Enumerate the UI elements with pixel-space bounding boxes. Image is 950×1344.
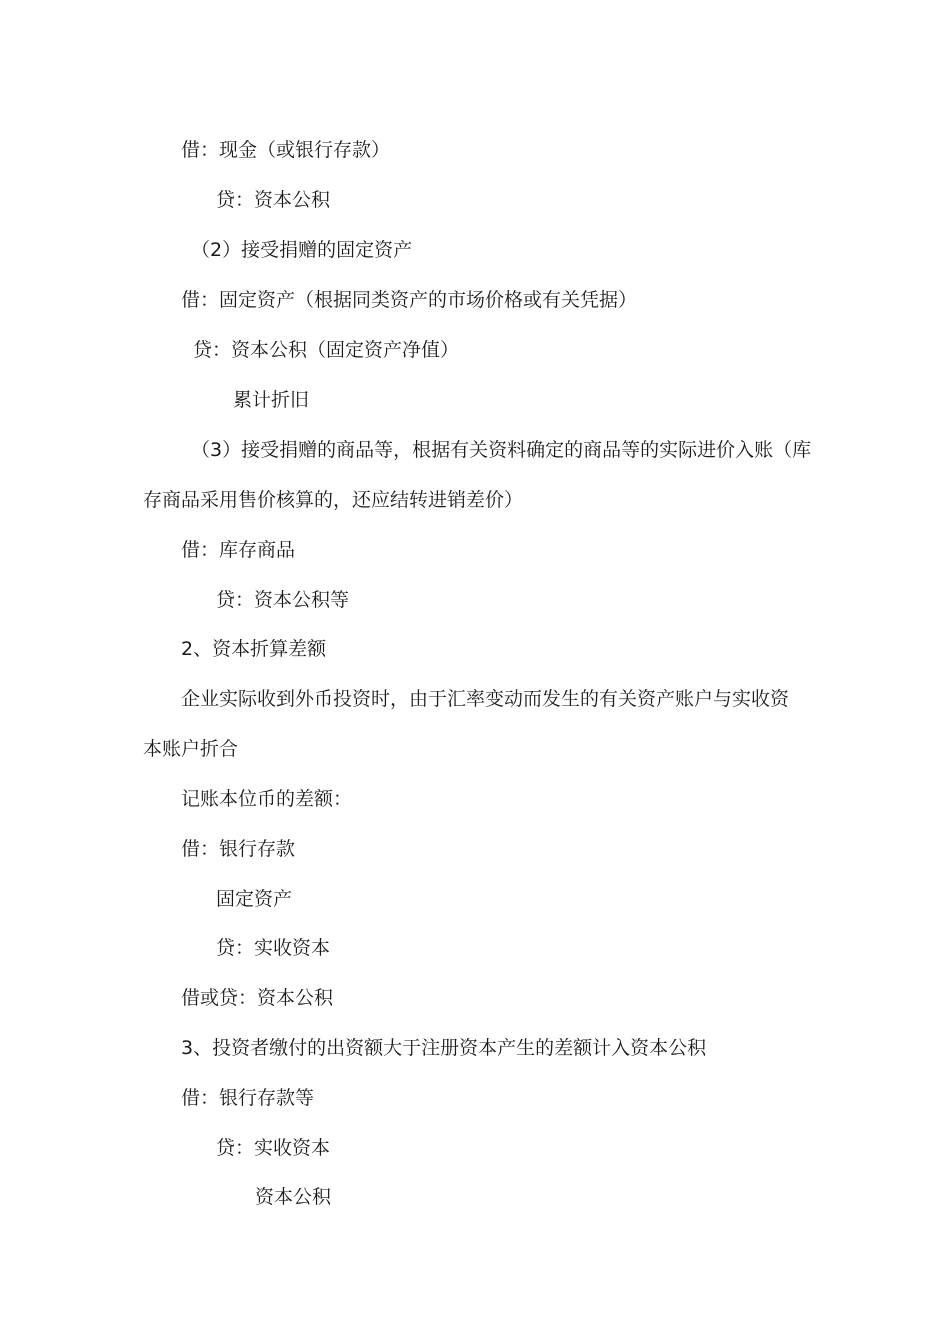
text-line-credit-capital-reserve-net: 贷：资本公积（固定资产净值） — [193, 339, 460, 361]
text-line-debit-bank-deposit: 借：银行存款 — [181, 838, 296, 860]
text-line-debit-bank-deposit-etc: 借：银行存款等 — [181, 1087, 315, 1109]
text-line-paragraph: 企业实际收到外币投资时，由于汇率变动而发生的有关资产账户与实收资 — [181, 688, 790, 710]
text-line-heading-2: 2、资本折算差额 — [181, 638, 327, 660]
text-line-debit-fixed-assets: 借：固定资产（根据同类资产的市场价格或有关凭据） — [181, 289, 638, 311]
text-line-fixed-assets: 固定资产 — [216, 888, 293, 910]
text-line-credit-paid-in-capital-2: 贷：实收资本 — [216, 1137, 331, 1159]
text-line-debit-inventory: 借：库存商品 — [181, 539, 296, 561]
text-line-section-2: （2）接受捐赠的固定资产 — [191, 239, 413, 261]
text-line-heading-3: 3、投资者缴付的出资额大于注册资本产生的差额计入资本公积 — [181, 1037, 707, 1059]
text-line-paragraph-cont: 本账户折合 — [143, 738, 239, 760]
text-line-section-3-cont: 存商品采用售价核算的，还应结转进销差价） — [143, 489, 524, 511]
text-line-section-3: （3）接受捐赠的商品等，根据有关资料确定的商品等的实际进价入账（库 — [191, 439, 812, 461]
text-line-accumulated-depreciation: 累计折旧 — [233, 389, 310, 411]
text-line-capital-reserve: 资本公积 — [255, 1186, 332, 1208]
text-line-debit-or-credit: 借或贷：资本公积 — [181, 987, 334, 1009]
text-line-credit-paid-in-capital: 贷：实收资本 — [216, 937, 331, 959]
text-line-functional-currency: 记账本位币的差额： — [181, 788, 353, 810]
text-line-credit-capital-reserve: 贷：资本公积 — [216, 189, 331, 211]
text-line-credit-capital-reserve-etc: 贷：资本公积等 — [216, 589, 350, 611]
text-line-debit-cash: 借：现金（或银行存款） — [181, 139, 391, 161]
